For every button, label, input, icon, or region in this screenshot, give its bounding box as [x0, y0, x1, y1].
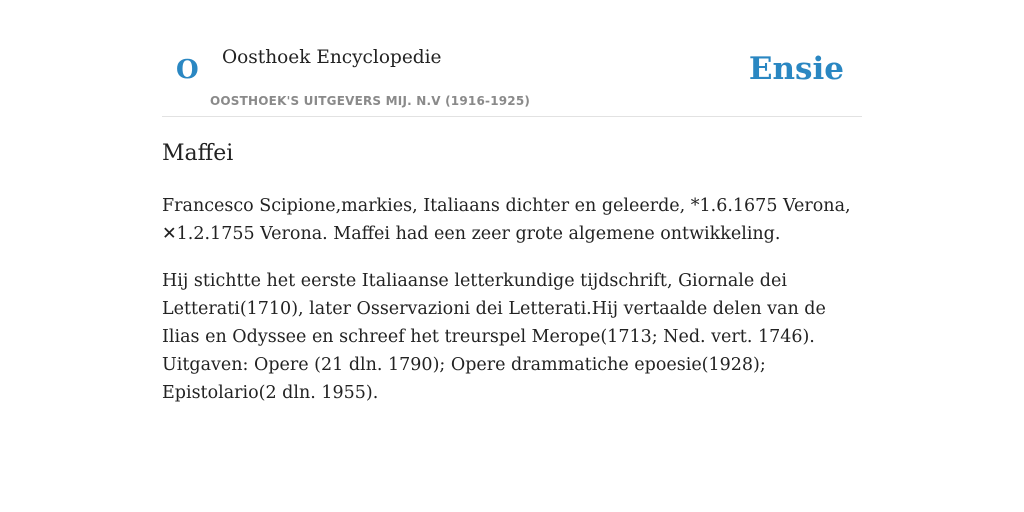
article-paragraph: Francesco Scipione,markies, Italiaans dichter en geleerde, *1.6.1675 Verona, ✕1.2.1755 Verona. Maffei had een zeer grote algemene ontwikkeling.: [162, 196, 851, 244]
brand-logo[interactable]: Ensie: [748, 51, 844, 87]
site-title[interactable]: Oosthoek Encyclopedie: [222, 47, 442, 68]
article-title: Maffei: [162, 141, 234, 166]
article-paragraph: Hij stichtte het eerste Italiaanse letterkundige tijdschrift, Giornale dei Letterati(1710), later Osservazioni dei Letterati.Hij vertaalde delen van de Ilias en Odyssee en schreef het treurspel Merope(1713; Ned. vert. 1746). Uitgaven: Opere (21 dln. 1790); Opere drammatiche epoesie(1928); Epistolario(2 dln. 1955).: [162, 271, 826, 403]
logo-icon[interactable]: O: [176, 55, 199, 85]
site-header: [162, 0, 862, 117]
article: [162, 136, 862, 407]
publisher-subtitle: OOSTHOEK'S UITGEVERS MIJ. N.V (1916-1925): [210, 94, 531, 108]
